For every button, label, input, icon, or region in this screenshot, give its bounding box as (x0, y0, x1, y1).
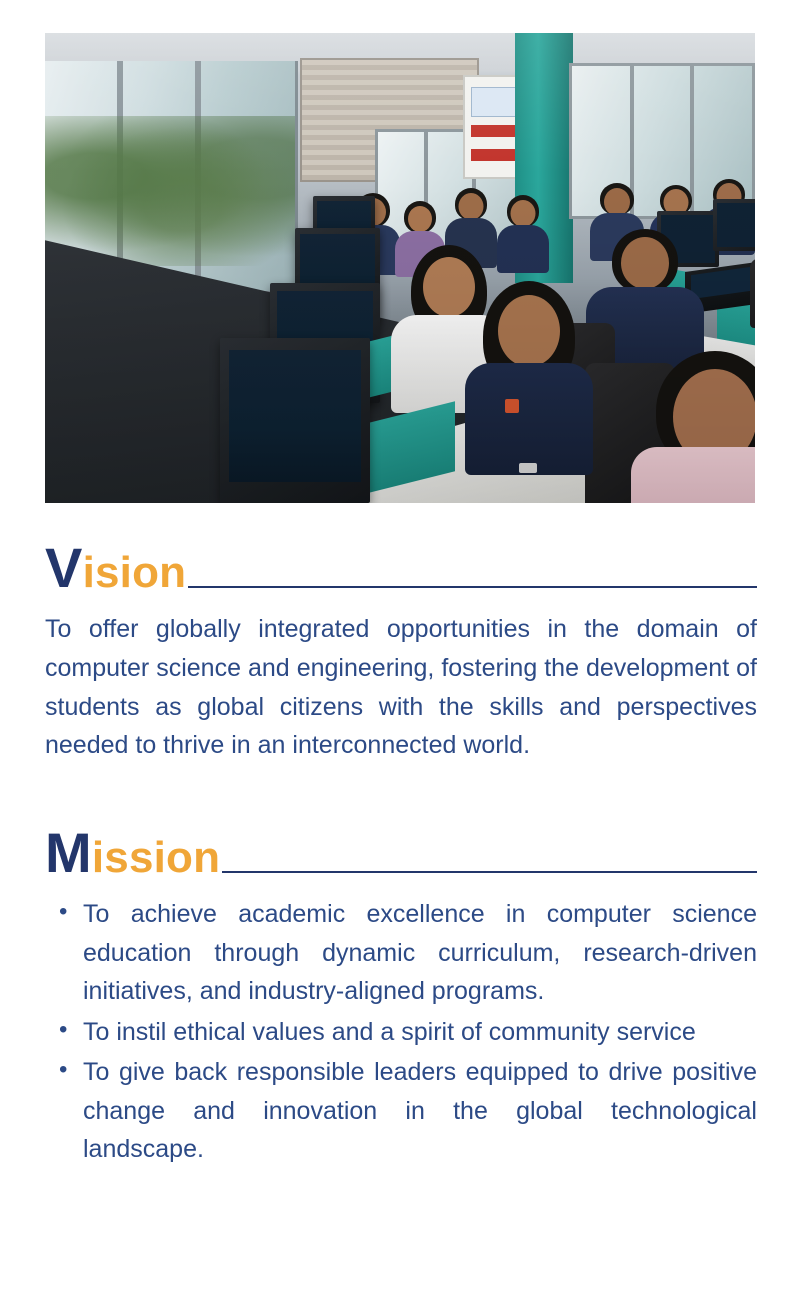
vision-text: To offer globally integrated opportunities in the domain of computer science and engineering, fostering the development of students as global citizens with the skills and perspectives needed to thrive in an interconnected world. (45, 615, 757, 760)
mission-list (45, 895, 757, 1169)
vision-heading-initial: V (45, 536, 83, 599)
student (463, 281, 595, 496)
mission-section (45, 821, 757, 1171)
mission-heading-rest: ission (91, 833, 221, 882)
lab-photo (45, 33, 755, 503)
mission-heading-rule (222, 871, 757, 873)
monitor (220, 338, 370, 503)
vision-heading (45, 536, 187, 599)
office-chair (750, 258, 755, 328)
mission-heading-initial: M (45, 821, 92, 884)
mission-heading (45, 821, 221, 884)
vision-section (45, 536, 757, 790)
student (630, 351, 755, 503)
vision-heading-rule (188, 586, 757, 588)
list-item: • To achieve academic excellence in computer science education through dynamic curriculum, research-driven initiatives, and industry-aligned programs. (45, 895, 757, 1011)
lab-photo-scene (45, 33, 755, 503)
monitor (713, 199, 755, 251)
vision-heading-rest: ision (82, 548, 187, 597)
vision-heading-row (45, 536, 757, 599)
list-item: • To instil ethical values and a spirit of community service (45, 1013, 757, 1052)
list-item: • To give back responsible leaders equipped to drive positive change and innovation in the global technological landscape. (45, 1053, 757, 1169)
mission-heading-row (45, 821, 757, 884)
